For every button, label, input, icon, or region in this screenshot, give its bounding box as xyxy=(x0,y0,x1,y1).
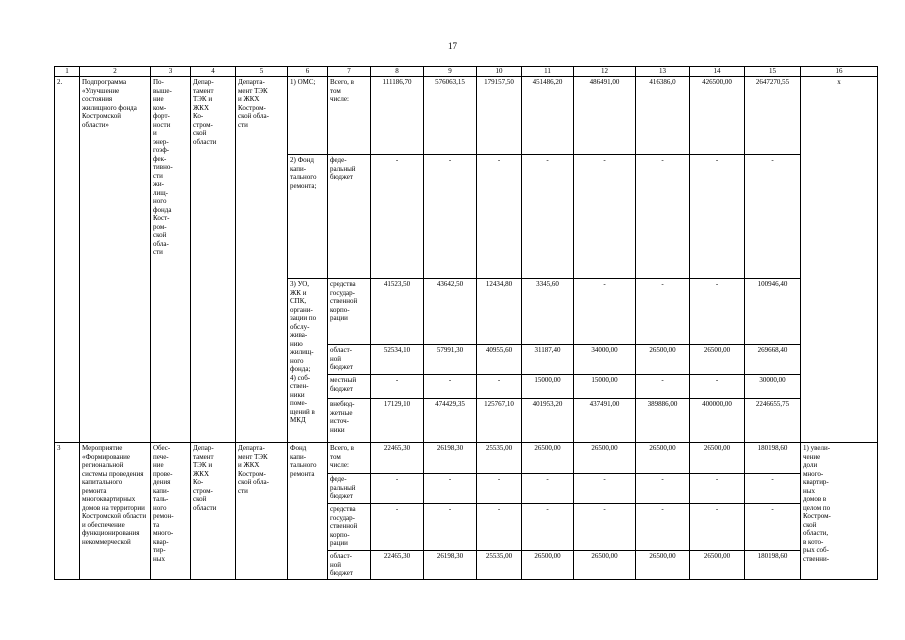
value-cell: 26198,30 xyxy=(424,443,477,474)
value-cell: 15000,00 xyxy=(522,375,574,399)
value-cell: - xyxy=(690,375,745,399)
program-table xyxy=(54,66,878,580)
table-row xyxy=(55,443,878,474)
budget-label: внебюд- жетные источ- ники xyxy=(328,399,371,443)
value-cell: 26500,00 xyxy=(574,443,636,474)
value-cell: - xyxy=(477,375,522,399)
value-cell: - xyxy=(636,375,690,399)
value-cell: - xyxy=(522,474,574,504)
value-cell: 26500,00 xyxy=(636,345,690,375)
value-cell: 25535,00 xyxy=(477,443,522,474)
value-cell: - xyxy=(424,375,477,399)
value-cell: 179157,50 xyxy=(477,77,522,155)
header-cell: 9 xyxy=(424,67,477,77)
value-cell: - xyxy=(690,279,745,345)
value-cell: 40955,60 xyxy=(477,345,522,375)
budget-label: средства государ- ственной корпо- рации xyxy=(328,279,371,345)
value-cell: 389886,00 xyxy=(636,399,690,443)
header-cell: 3 xyxy=(151,67,191,77)
value-cell: 437491,00 xyxy=(574,399,636,443)
header-cell: 4 xyxy=(191,67,236,77)
header-cell: 16 xyxy=(801,67,878,77)
value-cell: - xyxy=(745,474,801,504)
budget-label: Всего, в том числе: xyxy=(328,443,371,474)
header-cell: 5 xyxy=(236,67,288,77)
value-cell: 31187,40 xyxy=(522,345,574,375)
header-cell: 1 xyxy=(55,67,80,77)
value-cell: 34000,00 xyxy=(574,345,636,375)
value-cell: 111186,70 xyxy=(371,77,424,155)
value-cell: 401953,20 xyxy=(522,399,574,443)
value-cell: 57991,30 xyxy=(424,345,477,375)
value-cell: 3345,60 xyxy=(522,279,574,345)
value-cell: 180198,60 xyxy=(745,551,801,580)
header-cell: 6 xyxy=(288,67,328,77)
budget-label: област- ной бюджет xyxy=(328,551,371,580)
value-cell: - xyxy=(636,279,690,345)
value-cell: 125767,10 xyxy=(477,399,522,443)
value-cell: - xyxy=(690,504,745,551)
value-cell: 26500,00 xyxy=(690,551,745,580)
value-cell: 30000,00 xyxy=(745,375,801,399)
value-cell: - xyxy=(574,279,636,345)
program-goal: Обес- пече- ние прове- дения капи- таль- ного ремон- та много- квар- тир- ных xyxy=(151,443,191,580)
value-cell: - xyxy=(424,474,477,504)
value-cell: - xyxy=(745,155,801,279)
value-cell: 26500,00 xyxy=(574,551,636,580)
value-cell: 52534,10 xyxy=(371,345,424,375)
value-cell: 22465,30 xyxy=(371,551,424,580)
header-cell: 2 xyxy=(80,67,151,77)
program-goal: По- выше- ние ком- форт- ности и энер- гоэф- фек- тивно- сти жи- лищ- ного фонда Кост- ром- ской обла- сти xyxy=(151,77,191,443)
value-cell: 26500,00 xyxy=(690,345,745,375)
value-cell: - xyxy=(477,504,522,551)
header-cell: 13 xyxy=(636,67,690,77)
co-executor: Департа- мент ТЭК и ЖКХ Костром- ской обла- сти xyxy=(236,77,288,443)
value-cell: 25535,00 xyxy=(477,551,522,580)
header-cell: 7 xyxy=(328,67,371,77)
budget-label: феде- ральный бюджет xyxy=(328,155,371,279)
value-cell: - xyxy=(745,504,801,551)
header-cell: 12 xyxy=(574,67,636,77)
value-cell: - xyxy=(477,155,522,279)
row-number: 3 xyxy=(55,443,80,580)
value-cell: 22465,30 xyxy=(371,443,424,474)
header-cell: 11 xyxy=(522,67,574,77)
value-cell: 180198,60 xyxy=(745,443,801,474)
value-cell: 269668,40 xyxy=(745,345,801,375)
value-cell: - xyxy=(636,504,690,551)
value-cell: - xyxy=(371,375,424,399)
value-cell: - xyxy=(636,155,690,279)
value-cell: - xyxy=(690,155,745,279)
value-cell: 2246655,75 xyxy=(745,399,801,443)
expected-result: 1) увели- чение доли много- квартир- ных домов в целом по Костром- ской области, в кото- рых соб- ственни- xyxy=(801,443,878,580)
budget-label: местный бюджет xyxy=(328,375,371,399)
page-number: 17 xyxy=(448,41,457,51)
funding-source: 2) Фонд капи- тального ремонта; xyxy=(288,155,328,279)
value-cell: 26500,00 xyxy=(690,443,745,474)
program-name: Мероприятие «Формирование региональной системы проведения капитального ремонта многоквартирных домов на территории Костромской области и обеспечение функционирования некоммерческой xyxy=(80,443,151,580)
value-cell: - xyxy=(371,155,424,279)
value-cell: - xyxy=(477,474,522,504)
value-cell: - xyxy=(574,504,636,551)
value-cell: - xyxy=(522,504,574,551)
value-cell: 451486,20 xyxy=(522,77,574,155)
value-cell: 100946,40 xyxy=(745,279,801,345)
value-cell: 26198,30 xyxy=(424,551,477,580)
value-cell: - xyxy=(371,504,424,551)
value-cell: 26500,00 xyxy=(522,443,574,474)
value-cell: - xyxy=(522,155,574,279)
value-cell: - xyxy=(424,504,477,551)
responsible-executor: Депар- тамент ТЭК и ЖКХ Ко- стром- ской области xyxy=(191,77,236,443)
value-cell: 15000,00 xyxy=(574,375,636,399)
header-row xyxy=(55,67,878,77)
value-cell: 474429,35 xyxy=(424,399,477,443)
value-cell: 26500,00 xyxy=(636,443,690,474)
funding-source: 1) ОМС; xyxy=(288,77,328,155)
value-cell: - xyxy=(424,155,477,279)
value-cell: 2647270,55 xyxy=(745,77,801,155)
value-cell: 426500,00 xyxy=(690,77,745,155)
funding-source: 3) УО, ЖК и СПК, органи- зации по обслу- жива- нию жилищ- ного фонда; 4) соб- ствен- ники поме- щений в МКД xyxy=(288,279,328,443)
row-number: 2. xyxy=(55,77,80,443)
header-cell: 15 xyxy=(745,67,801,77)
value-cell: - xyxy=(574,155,636,279)
value-cell: - xyxy=(690,474,745,504)
expected-result: x xyxy=(801,77,878,443)
header-cell: 8 xyxy=(371,67,424,77)
value-cell: - xyxy=(636,474,690,504)
value-cell: 26500,00 xyxy=(522,551,574,580)
program-name: Подпрограмма «Улучшение состояния жилищного фонда Костромской области» xyxy=(80,77,151,443)
budget-label: средства государ- ственной корпо- рации xyxy=(328,504,371,551)
co-executor: Департа- мент ТЭК и ЖКХ Костром- ской обла- сти xyxy=(236,443,288,580)
responsible-executor: Депар- тамент ТЭК и ЖКХ Ко- стром- ской области xyxy=(191,443,236,580)
budget-label: област- ной бюджет xyxy=(328,345,371,375)
table-row xyxy=(55,77,878,155)
value-cell: 12434,80 xyxy=(477,279,522,345)
value-cell: 17129,10 xyxy=(371,399,424,443)
value-cell: 41523,50 xyxy=(371,279,424,345)
funding-source: Фонд капи- тального ремонта xyxy=(288,443,328,580)
header-cell: 14 xyxy=(690,67,745,77)
value-cell: 43642,50 xyxy=(424,279,477,345)
value-cell: 26500,00 xyxy=(636,551,690,580)
value-cell: 486491,00 xyxy=(574,77,636,155)
header-cell: 10 xyxy=(477,67,522,77)
budget-label: феде- ральный бюджет xyxy=(328,474,371,504)
value-cell: 400000,00 xyxy=(690,399,745,443)
value-cell: 416386,0 xyxy=(636,77,690,155)
value-cell: 576063,15 xyxy=(424,77,477,155)
value-cell: - xyxy=(371,474,424,504)
budget-label: Всего, в том числе: xyxy=(328,77,371,155)
value-cell: - xyxy=(574,474,636,504)
